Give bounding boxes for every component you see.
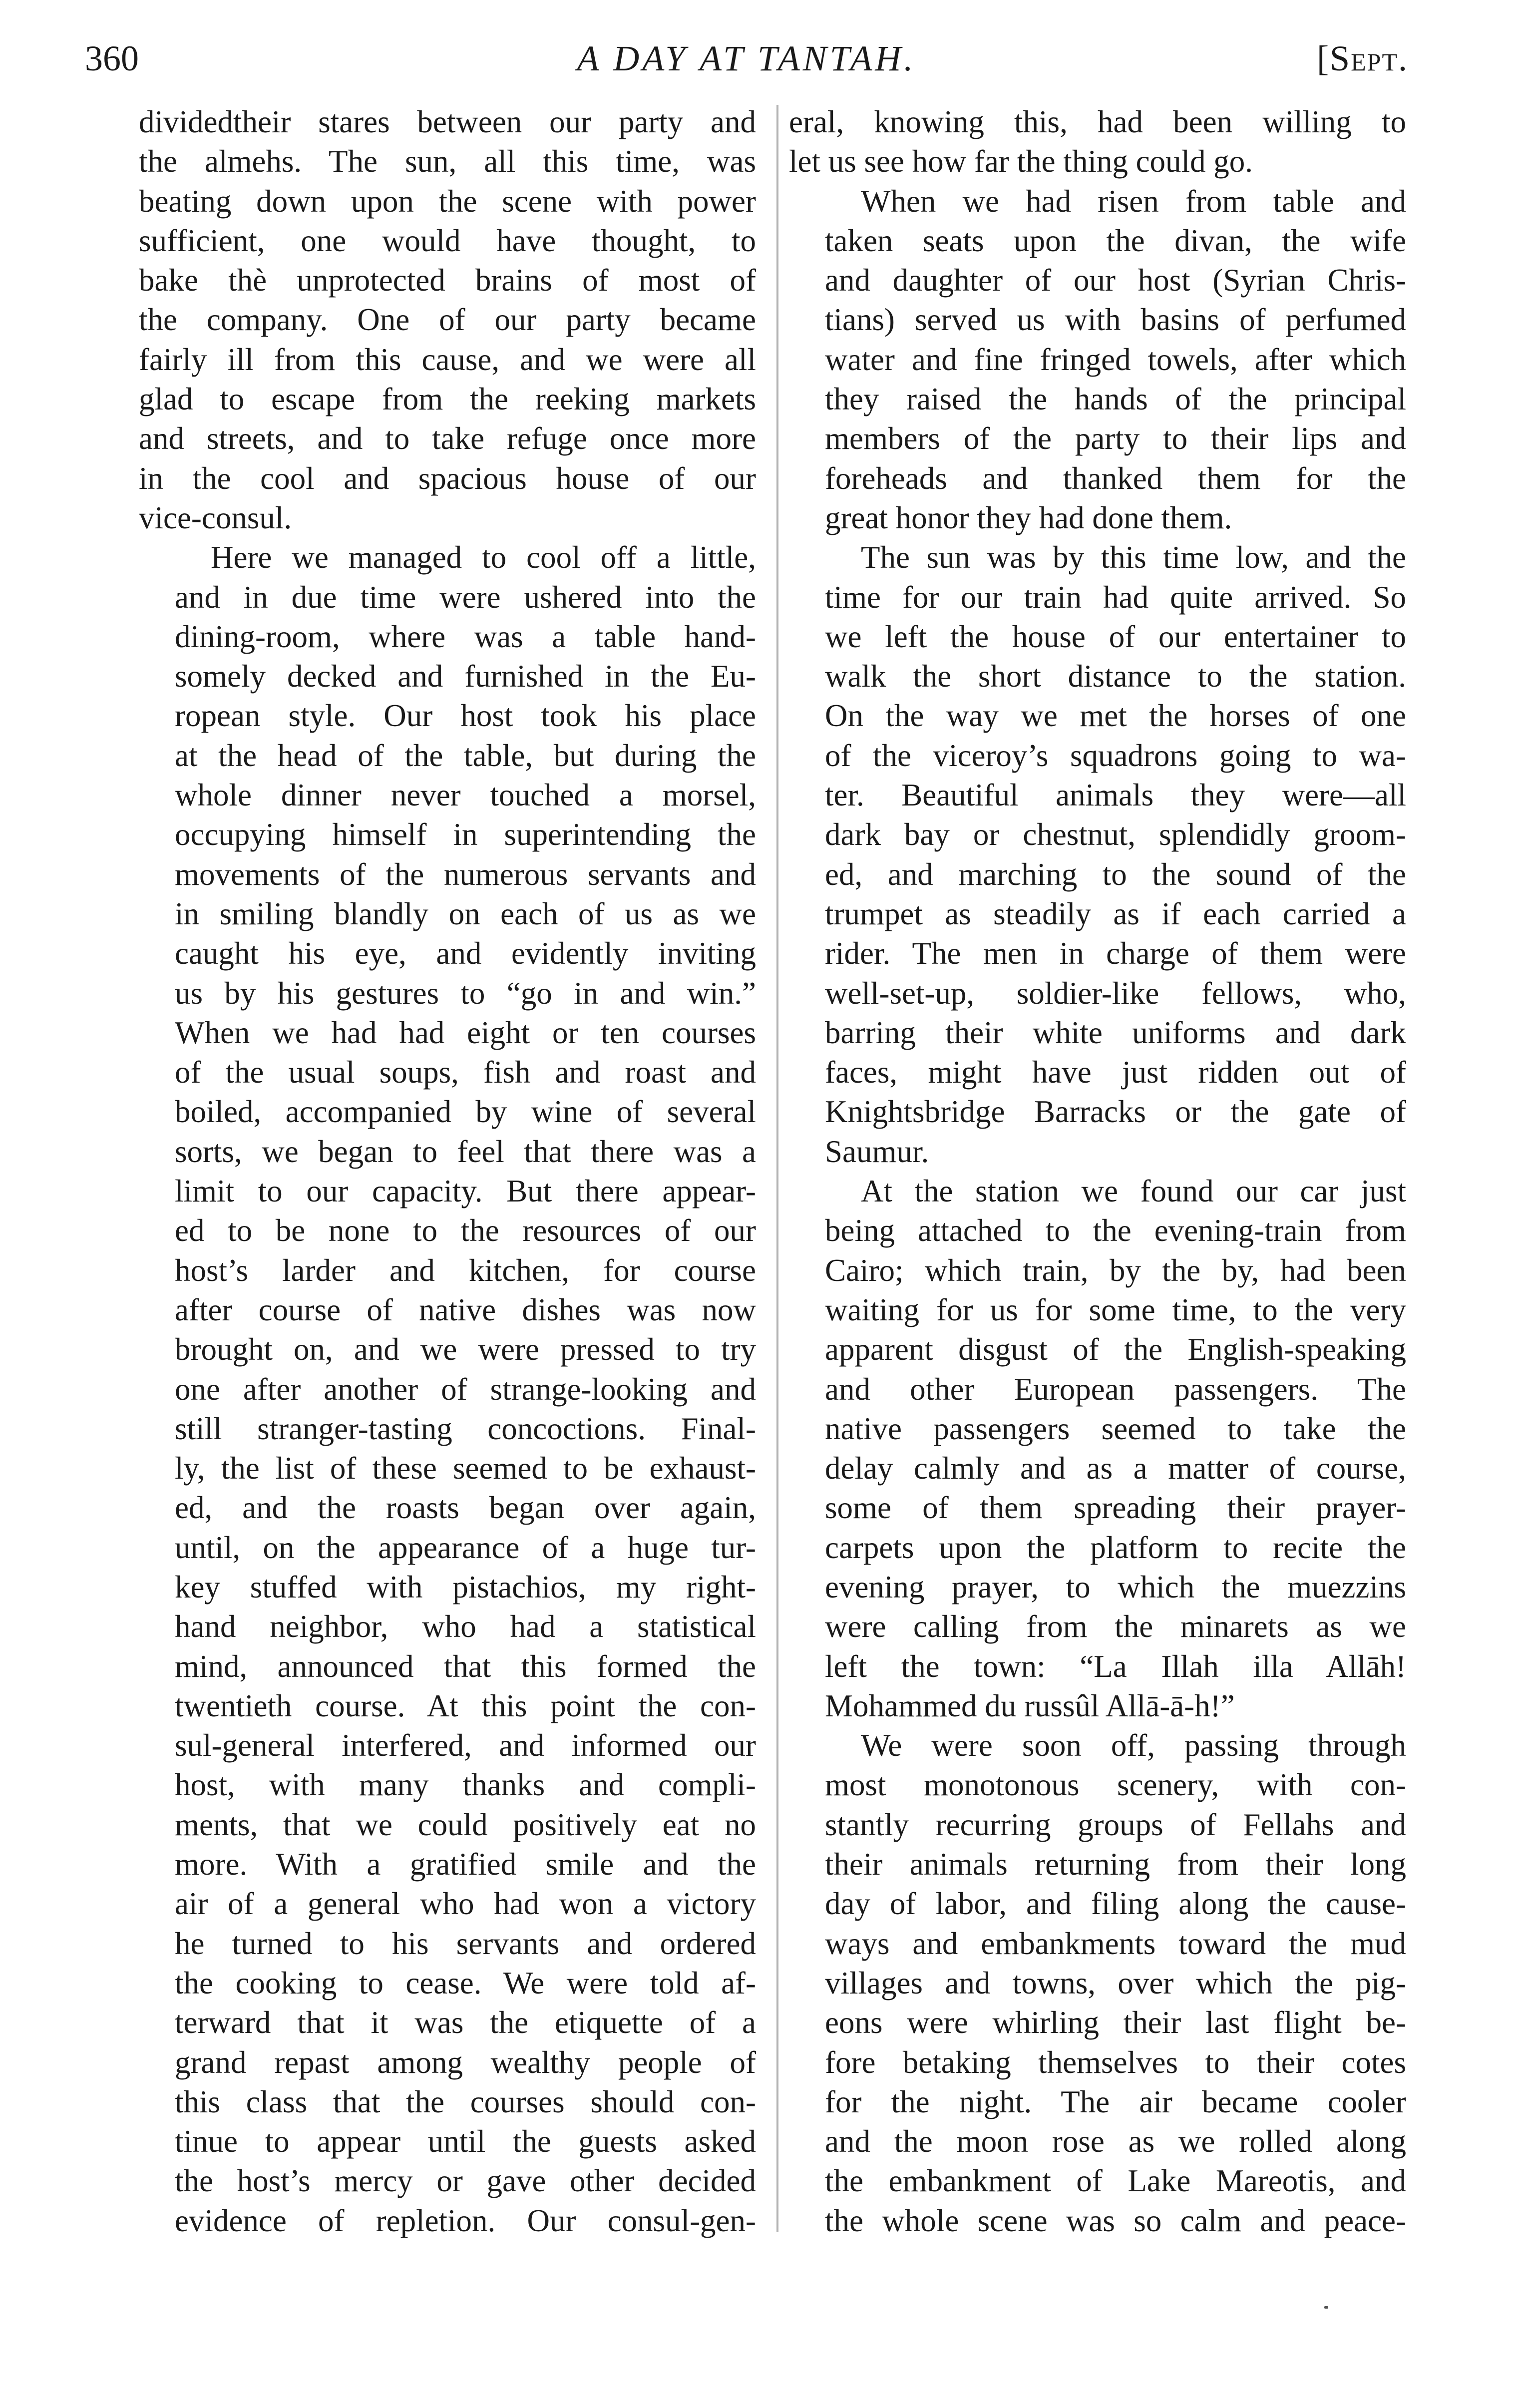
text-line: At the station we found our car just [861, 1174, 1406, 1209]
text-line: Here we managed to cool off a little, [211, 540, 756, 575]
text-line: somely decked and furnished in the Eu- [175, 659, 756, 694]
text-line: sul-general interfered, and informed our [175, 1728, 756, 1763]
text-line: movements of the numerous servants and [175, 856, 756, 892]
text-line: the company. One of our party became [139, 302, 756, 338]
text-line: evidence of repletion. Our consul-gen- [175, 2203, 756, 2238]
text-line: barring their white uniforms and dark [825, 1015, 1406, 1050]
text-line: key stuffed with pistachios, my right- [175, 1569, 756, 1605]
running-title: A DAY AT TANTAH. [577, 38, 916, 78]
text-line: more. With a gratified smile and the [175, 1847, 756, 1882]
text-line: Knightsbridge Barracks or the gate of [825, 1094, 1406, 1130]
text-line: fore betaking themselves to their cotes [825, 2044, 1406, 2080]
text-line: beating down upon the scene with power [139, 183, 756, 219]
text-line: after course of native dishes was now [175, 1292, 756, 1327]
text-line: of the viceroy’s squadrons going to wa- [825, 738, 1406, 773]
paragraph [789, 1172, 1406, 1726]
right-column [789, 102, 1406, 2241]
text-line: for the night. The air became cooler [825, 2084, 1406, 2119]
text-line: On the way we met the horses of one [825, 698, 1406, 734]
text-line: host’s larder and kitchen, for course [175, 1252, 756, 1288]
text-line: Saumur. [825, 1134, 929, 1169]
text-line: mind, announced that this formed the [175, 1648, 756, 1684]
text-line: eral, knowing this, had been willing to [789, 104, 1406, 139]
text-line: ter. Beautiful animals they were—all [825, 778, 1406, 813]
text-line: tians) served us with basins of perfumed [825, 302, 1406, 338]
text-line: limit to our capacity. But there appear- [175, 1174, 756, 1209]
text-line: of the usual soups, fish and roast and [175, 1055, 756, 1090]
left-column [139, 102, 756, 2241]
text-line: grand repast among wealthy people of [175, 2044, 756, 2080]
text-line: in the cool and spacious house of our [139, 460, 756, 496]
text-line: When we had had eight or ten courses [175, 1015, 756, 1050]
text-line: the embankment of Lake Mareotis, and [825, 2163, 1406, 2199]
text-line: and other European passengers. The [825, 1371, 1406, 1407]
text-line: one after another of strange-looking and [175, 1371, 756, 1407]
text-line: their animals returning from their long [825, 1847, 1406, 1882]
text-line: Cairo; which train, by the by, had been [825, 1252, 1406, 1288]
text-line: delay calmly and as a matter of course, [825, 1451, 1406, 1486]
text-line: sorts, we began to feel that there was a [175, 1134, 756, 1169]
text-line: the cooking to cease. We were told af- [175, 1965, 756, 2001]
text-line: and the moon rose as we rolled along [825, 2124, 1406, 2159]
text-line: at the head of the table, but during the [175, 738, 756, 773]
text-line: dividedtheir stares between our party and [139, 104, 756, 139]
text-line: taken seats upon the divan, the wife [825, 223, 1406, 258]
text-line: trumpet as steadily as if each carried a [825, 896, 1406, 931]
text-line: he turned to his servants and ordered [175, 1926, 756, 1961]
text-line: foreheads and thanked them for the [825, 460, 1406, 496]
paragraph [139, 538, 756, 2241]
text-line: being attached to the evening-train from [825, 1213, 1406, 1248]
text-line: We were soon off, passing through [861, 1728, 1406, 1763]
print-speck [1324, 2306, 1328, 2309]
paragraph [789, 102, 1406, 182]
text-line: this class that the courses should con- [175, 2084, 756, 2119]
text-line: water and fine fringed towels, after which [825, 342, 1406, 377]
column-divider [776, 105, 778, 2232]
text-line: occupying himself in superintending the [175, 817, 756, 852]
text-line: the whole scene was so calm and peace- [825, 2203, 1406, 2238]
text-line: rider. The men in charge of them were [825, 936, 1406, 971]
text-line: until, on the appearance of a huge tur- [175, 1530, 756, 1565]
text-line: and streets, and to take refuge once more [139, 421, 756, 456]
text-line: carpets upon the platform to recite the [825, 1530, 1406, 1565]
text-line: native passengers seemed to take the [825, 1411, 1406, 1446]
text-line: waiting for us for some time, to the very [825, 1292, 1406, 1327]
text-line: boiled, accompanied by wine of several [175, 1094, 756, 1130]
text-line: caught his eye, and evidently inviting [175, 936, 756, 971]
section-mark: [Sept. [1317, 38, 1408, 78]
paragraph [789, 1726, 1406, 2241]
text-line: vice-consul. [139, 500, 292, 535]
text-line: ly, the list of these seemed to be exhaust- [175, 1451, 756, 1486]
text-line: ropean style. Our host took his place [175, 698, 756, 734]
text-line: great honor they had done them. [825, 500, 1232, 535]
page-number: 360 [85, 38, 139, 78]
text-line: time for our train had quite arrived. So [825, 579, 1406, 615]
text-line: walk the short distance to the station. [825, 659, 1406, 694]
text-line: tinue to appear until the guests asked [175, 2124, 756, 2159]
text-line: left the town: “La Illah illa Allāh! [825, 1648, 1406, 1684]
text-line: evening prayer, to which the muezzins [825, 1569, 1406, 1605]
text-line: ed, and the roasts began over again, [175, 1490, 756, 1526]
text-line: and daughter of our host (Syrian Chris- [825, 263, 1406, 298]
text-line: day of labor, and filing along the cause- [825, 1886, 1406, 1922]
text-line: some of them spreading their prayer- [825, 1490, 1406, 1526]
text-line: ed, and marching to the sound of the [825, 856, 1406, 892]
text-line: hand neighbor, who had a statistical [175, 1609, 756, 1644]
text-line: well-set-up, soldier-like fellows, who, [825, 975, 1406, 1011]
text-line: terward that it was the etiquette of a [175, 2005, 756, 2040]
text-line: still stranger-tasting concoctions. Final- [175, 1411, 756, 1446]
text-line: were calling from the minarets as we [825, 1609, 1406, 1644]
text-line: bake thè unprotected brains of most of [139, 263, 756, 298]
text-line: let us see how far the thing could go. [789, 144, 1253, 179]
text-line: dark bay or chestnut, splendidly groom- [825, 817, 1406, 852]
text-line: and in due time were ushered into the [175, 579, 756, 615]
text-line: the host’s mercy or gave other decided [175, 2163, 756, 2199]
text-line: host, with many thanks and compli- [175, 1767, 756, 1803]
text-line: twentieth course. At this point the con- [175, 1688, 756, 1723]
text-line: The sun was by this time low, and the [861, 540, 1406, 575]
text-line: air of a general who had won a victory [175, 1886, 756, 1922]
text-line: dining-room, where was a table hand- [175, 619, 756, 654]
text-line: sufficient, one would have thought, to [139, 223, 756, 258]
text-line: they raised the hands of the principal [825, 382, 1406, 417]
text-line: fairly ill from this cause, and we were all [139, 342, 756, 377]
text-line: glad to escape from the reeking markets [139, 382, 756, 417]
text-line: eons were whirling their last flight be- [825, 2005, 1406, 2040]
text-line: Mohammed du russûl Allā-ā-h!” [825, 1688, 1235, 1723]
text-line: whole dinner never touched a morsel, [175, 778, 756, 813]
text-line: ed to be none to the resources of our [175, 1213, 756, 1248]
text-line: in smiling blandly on each of us as we [175, 896, 756, 931]
paragraph [789, 538, 1406, 1172]
text-line: When we had risen from table and [861, 183, 1406, 219]
text-line: ways and embankments toward the mud [825, 1926, 1406, 1961]
text-line: apparent disgust of the English-speaking [825, 1332, 1406, 1367]
paragraph [789, 182, 1406, 538]
text-line: us by his gestures to “go in and win.” [175, 975, 756, 1011]
text-line: faces, might have just ridden out of [825, 1055, 1406, 1090]
text-line: the almehs. The sun, all this time, was [139, 144, 756, 179]
paragraph [139, 102, 756, 538]
text-line: ments, that we could positively eat no [175, 1807, 756, 1842]
text-line: most monotonous scenery, with con- [825, 1767, 1406, 1803]
text-line: brought on, and we were pressed to try [175, 1332, 756, 1367]
text-line: we left the house of our entertainer to [825, 619, 1406, 654]
page-header [85, 31, 1408, 86]
text-line: members of the party to their lips and [825, 421, 1406, 456]
text-line: villages and towns, over which the pig- [825, 1965, 1406, 2001]
text-line: stantly recurring groups of Fellahs and [825, 1807, 1406, 1842]
